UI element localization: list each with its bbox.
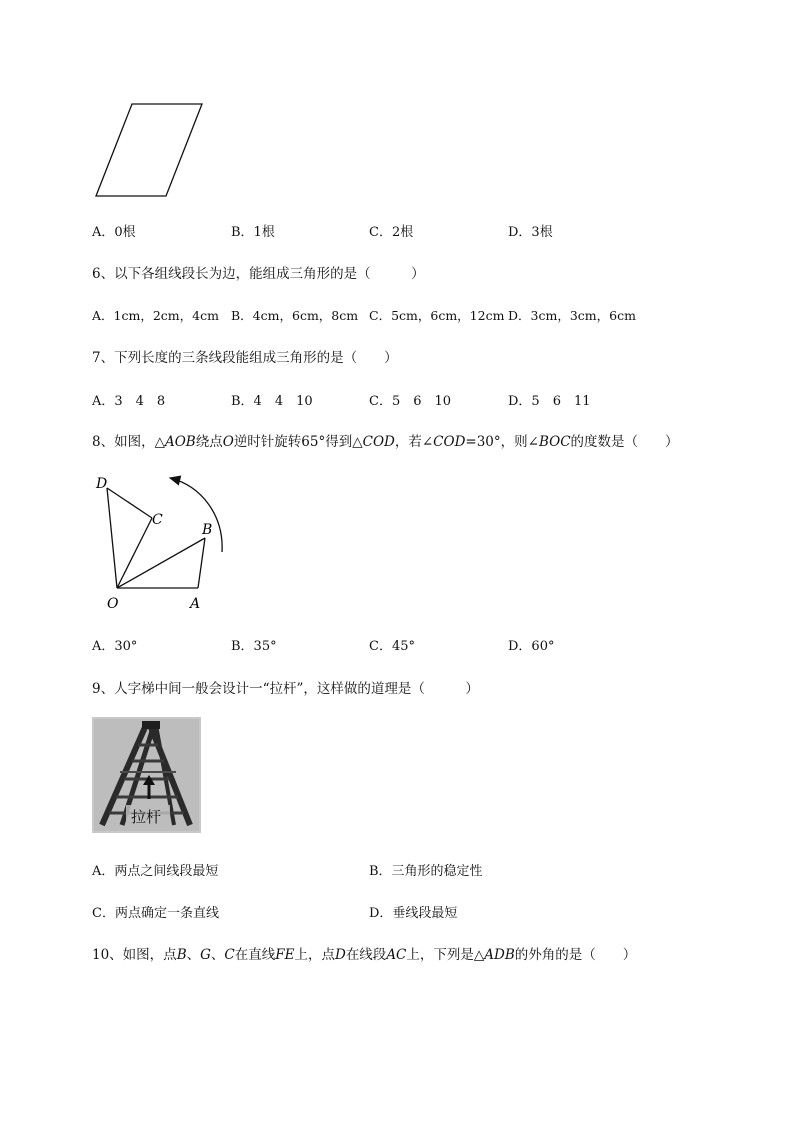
q7-option-a[interactable]: A．3 4 8	[92, 394, 166, 409]
parallelogram-shape	[96, 104, 202, 196]
q9-options-row2	[92, 902, 457, 921]
label-o: O	[107, 596, 119, 612]
q9-stem: 9、人字梯中间一般会设计一“拉杆”，这样做的道理是（ ）	[92, 681, 479, 697]
q10-stem: 10、如图，点B、G、C在直线FE上，点D在线段AC上，下列是△ADB的外角的是（ ）	[92, 947, 637, 963]
q6-stem: 6、以下各组线段长为边，能组成三角形的是（ ）	[92, 266, 425, 282]
segment-dc	[107, 488, 152, 518]
q7-option-c[interactable]: C．5 6 10	[369, 394, 452, 409]
q9-option-d[interactable]: D．垂线段最短	[369, 906, 458, 921]
q8-option-b[interactable]: B．35°	[231, 639, 277, 654]
parallelogram-figure	[90, 98, 210, 202]
q8-option-a[interactable]: A．30°	[92, 639, 138, 654]
q8-option-c[interactable]: C．45°	[369, 639, 415, 654]
q7-stem: 7、下列长度的三条线段能组成三角形的是（ ）	[92, 350, 398, 366]
q5-options	[92, 221, 553, 240]
label-d: D	[96, 476, 108, 492]
q6-option-a[interactable]: A．1cm，2cm，4cm	[92, 308, 219, 323]
q9-option-a[interactable]: A．两点之间线段最短	[92, 864, 219, 879]
rotation-arrow-icon	[170, 478, 222, 552]
label-b: B	[202, 522, 213, 538]
q5-option-c[interactable]: C．2根	[369, 225, 414, 240]
label-a: A	[190, 596, 201, 612]
segment-od	[107, 488, 117, 588]
q7-options	[92, 390, 591, 409]
q6-option-b[interactable]: B．4cm，6cm，8cm	[231, 308, 359, 323]
segment-ab	[198, 538, 205, 588]
q6-option-c[interactable]: C．5cm，6cm，12cm	[369, 308, 505, 323]
q6-options	[92, 306, 636, 324]
label-c: C	[152, 512, 163, 528]
rotation-figure	[90, 468, 240, 616]
q7-option-d[interactable]: D．5 6 11	[508, 394, 591, 409]
q8-option-d[interactable]: D．60°	[508, 639, 555, 654]
ladder-photo	[92, 717, 201, 833]
q9-option-b[interactable]: B．三角形的稳定性	[369, 864, 483, 879]
q7-option-b[interactable]: B．4 4 10	[231, 394, 313, 409]
q9-options-row1	[92, 860, 483, 879]
q8-stem: 8、如图，△AOB绕点O逆时针旋转65°得到△COD，若∠COD=30°，则∠BOC的度数是（ ）	[92, 434, 679, 450]
q8-options	[92, 635, 554, 654]
q6-option-d[interactable]: D．3cm，3cm，6cm	[508, 308, 636, 323]
q9-option-c[interactable]: C．两点确定一条直线	[92, 906, 219, 921]
pull-rod-label: 拉杆	[131, 808, 162, 826]
q5-option-d[interactable]: D．3根	[508, 225, 553, 240]
q5-option-b[interactable]: B．1根	[231, 225, 275, 240]
q5-option-a[interactable]: A．0根	[92, 225, 136, 240]
